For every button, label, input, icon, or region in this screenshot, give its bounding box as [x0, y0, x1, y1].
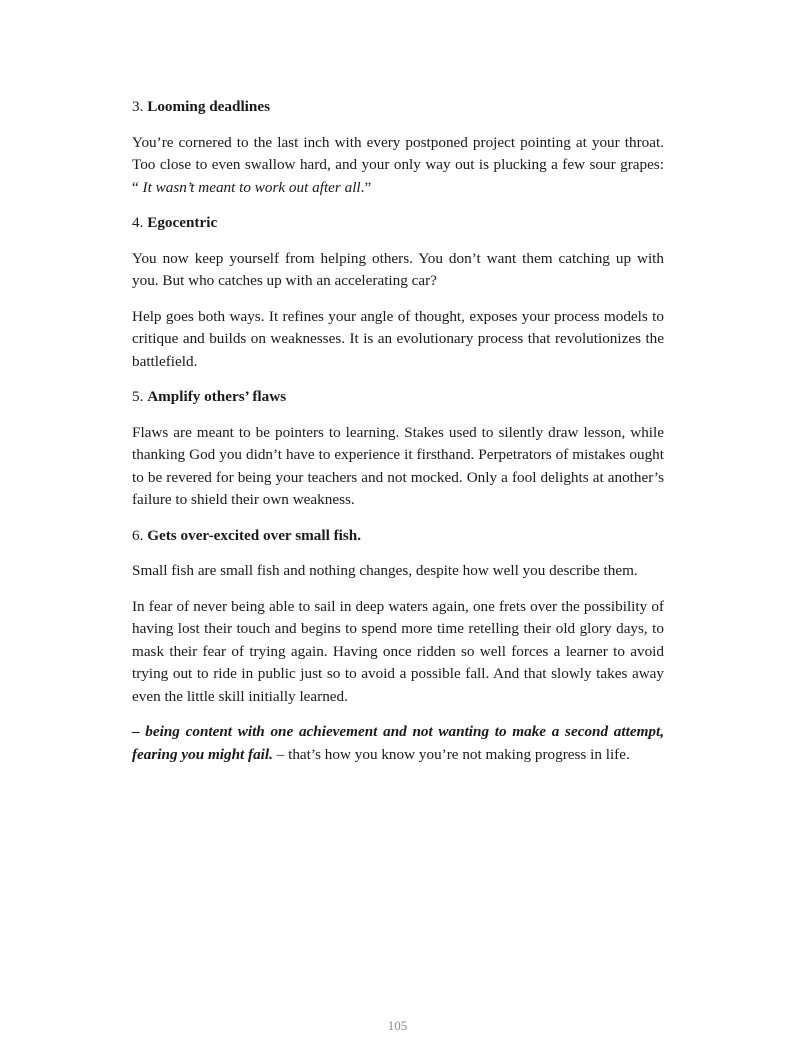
section-3-number: 3.	[132, 98, 144, 115]
section-4-paragraph-1: You now keep yourself from helping others. You don’t want them catching up with you. But who catches up with an accelerating car?	[132, 249, 664, 289]
page-number: 105	[387, 1018, 408, 1033]
section-5-number: 5.	[132, 388, 144, 405]
section-4-paragraph-2: Help goes both ways. It refines your angle of thought, exposes your process models to critique and builds on weaknesses. It is an evolutionary process that revolutionizes the battlefield.	[132, 307, 664, 370]
section-4-heading	[132, 212, 664, 235]
section-6-number: 6.	[132, 526, 144, 544]
section-5-paragraph-1: Flaws are meant to be pointers to learning. Stakes used to silently draw lesson, while thanking God you didn’t have to experience it firsthand. Perpetrators of mistakes ought to be revered for being your teachers and not mocked. Only a fool delights at another’s failure to shield their own weakness.	[132, 423, 664, 508]
section-5-title: Amplify others’ flaws	[147, 388, 287, 405]
section-3-heading	[132, 96, 664, 119]
section-3-paragraph-1	[132, 132, 664, 200]
closing-rest: – that’s how you know you’re not making progress in life.	[272, 745, 630, 763]
section-6-paragraph-1: Small fish are small fish and nothing changes, despite how well you describe them.	[132, 562, 638, 579]
section-3-quote-end: .”	[360, 178, 372, 196]
section-3-title: Looming deadlines	[147, 98, 270, 115]
section-5-heading	[132, 386, 664, 409]
section-4-number: 4.	[132, 214, 144, 231]
section-4-title: Egocentric	[147, 214, 218, 231]
page-body	[132, 96, 664, 779]
section-6-paragraph-2: In fear of never being able to sail in deep waters again, one frets over the possibility of having lost their touch and begins to spend more time retelling their old glory days, to mask their fear of trying again. Having once ridden so well forces a learner to avoid trying out to ride in public just so to avoid a possible fall. And that slowly takes away even the little skill initially learned.	[132, 597, 664, 705]
section-6-heading	[132, 525, 664, 548]
closing-paragraph	[132, 721, 664, 766]
section-6-title: Gets over-excited over small fish.	[147, 526, 362, 544]
section-3-paragraph-1-text: You’re cornered to the last inch with every postponed project pointing at your throat. Too close to even swallow hard, and your only way out is plucking a few sour grapes: “	[132, 133, 664, 196]
closing-emphasis: – being content with one achievement and not wanting to make a second attempt, fearing you might fail.	[132, 723, 664, 763]
section-3-quote: It wasn’t meant to work out after all	[138, 178, 361, 196]
